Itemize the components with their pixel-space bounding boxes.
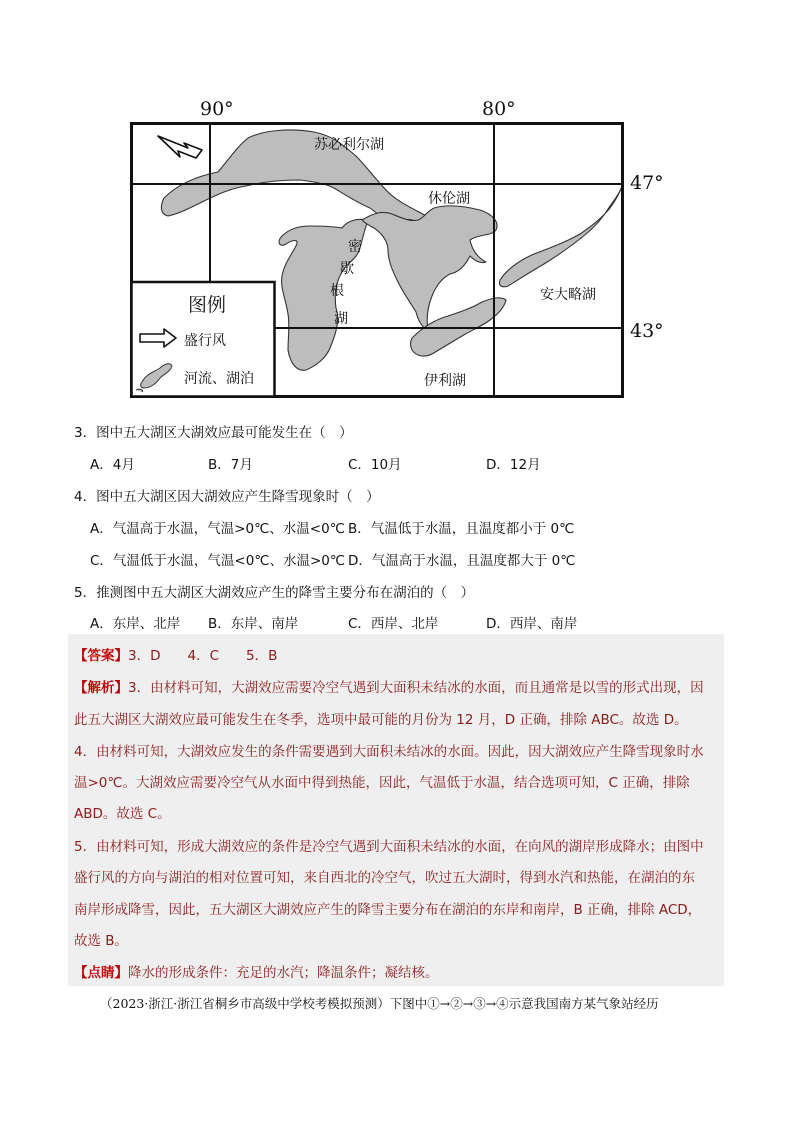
analysis-line-8: 南岸形成降雪，因此，五大湖区大湖效应产生的降雪主要分布在湖泊的东岸和南岸，B 正确，排除 ACD， — [74, 902, 702, 918]
point-line — [74, 961, 439, 981]
analysis-line-6: 5．由材料可知，形成大湖效应的条件是冷空气遇到大面积未结冰的水面，在向风的湖岸形成降水；由图中 — [74, 839, 704, 855]
q3-option-c: C．10月 — [348, 457, 402, 473]
question-4-stem: 4．图中五大湖区因大湖效应产生降雪现象时（ ） — [74, 489, 380, 505]
q4-option-b: B．气温低于水温，且温度都小于 0℃ — [348, 521, 575, 537]
label-lake-michigan-4: 湖 — [334, 311, 348, 327]
label-lake-huron: 休伦湖 — [428, 191, 470, 207]
question-3-stem: 3．图中五大湖区大湖效应最可能发生在（ ） — [74, 425, 353, 441]
answer-line — [74, 644, 277, 664]
label-lake-michigan-2: 歇 — [340, 261, 354, 277]
longitude-label-90: 90° — [200, 98, 234, 120]
q4-option-a: A．气温高于水温，气温>0℃、水温<0℃ — [90, 521, 345, 537]
q5-option-c: C．西岸、北岸 — [348, 616, 439, 632]
q4-option-d: D．气温高于水温，且温度都大于 0℃ — [348, 553, 576, 569]
legend-wind-label: 盛行风 — [184, 333, 226, 349]
q5-option-b: B．东岸、南岸 — [208, 616, 299, 632]
q5-option-d: D．西岸、南岸 — [486, 616, 578, 632]
analysis-line-1 — [74, 676, 704, 696]
q3-option-a: A．4月 — [90, 457, 135, 473]
next-question-source: （2023·浙江·浙江省桐乡市高级中学校考模拟预测）下图中①→②→③→④示意我国南方某气象站经历 — [100, 996, 659, 1011]
analysis-line-4: 温>0℃。大湖效应需要冷空气从水面中得到热能，因此，气温低于水温，结合选项可知，C 正确，排除 — [74, 775, 690, 791]
answer-text: 3．D 4．C 5．B — [128, 648, 278, 664]
q3-option-d: D．12月 — [486, 457, 541, 473]
q5-option-a: A．东岸、北岸 — [90, 616, 181, 632]
answer-tag: 【答案】 — [74, 648, 128, 664]
analysis-tag: 【解析】 — [74, 680, 128, 696]
legend-water-label: 河流、湖泊 — [184, 371, 254, 387]
prevailing-wind-arrow-icon — [158, 136, 202, 158]
point-text: 降水的形成条件：充足的水汽；降温条件；凝结核。 — [128, 965, 439, 981]
analysis-line-9: 故选 B。 — [74, 933, 129, 949]
label-lake-superior: 苏必利尔湖 — [314, 137, 384, 153]
question-5-stem: 5．推测图中五大湖区大湖效应产生的降雪主要分布在湖泊的（ ） — [74, 585, 475, 601]
label-lake-michigan-1: 密 — [348, 239, 362, 255]
lake-superior — [161, 130, 430, 226]
q4-option-c: C．气温低于水温，气温<0℃、水温>0℃ — [90, 553, 346, 569]
analysis-line-5: ABD。故选 C。 — [74, 806, 171, 822]
label-lake-erie: 伊利湖 — [424, 373, 466, 389]
label-lake-michigan-3: 根 — [330, 283, 344, 299]
label-lake-ontario: 安大略湖 — [540, 287, 596, 303]
longitude-label-80: 80° — [482, 98, 516, 120]
q3-option-b: B．7月 — [208, 457, 253, 473]
analysis-line-3: 4．由材料可知，大湖效应发生的条件需要遇到大面积未结冰的水面。因此，因大湖效应产生降雪现象时水 — [74, 744, 704, 760]
legend-title: 图例 — [188, 294, 227, 316]
point-tag: 【点睛】 — [74, 965, 128, 981]
analysis-line-2: 此五大湖区大湖效应最可能发生在冬季，选项中最可能的月份为 12 月，D 正确，排除 ABC。故选 D。 — [74, 712, 688, 728]
latitude-label-47: 47° — [630, 172, 664, 194]
great-lakes-map — [130, 122, 624, 398]
latitude-label-43: 43° — [630, 320, 664, 342]
analysis-text-1: 3．由材料可知，大湖效应需要冷空气遇到大面积未结冰的水面，而且通常是以雪的形式出现，因 — [128, 680, 704, 696]
lake-ontario — [499, 186, 622, 287]
analysis-line-7: 盛行风的方向与湖泊的相对位置可知，来自西北的冷空气，吹过五大湖时，得到水汽和热能，在湖泊的东 — [74, 870, 695, 886]
